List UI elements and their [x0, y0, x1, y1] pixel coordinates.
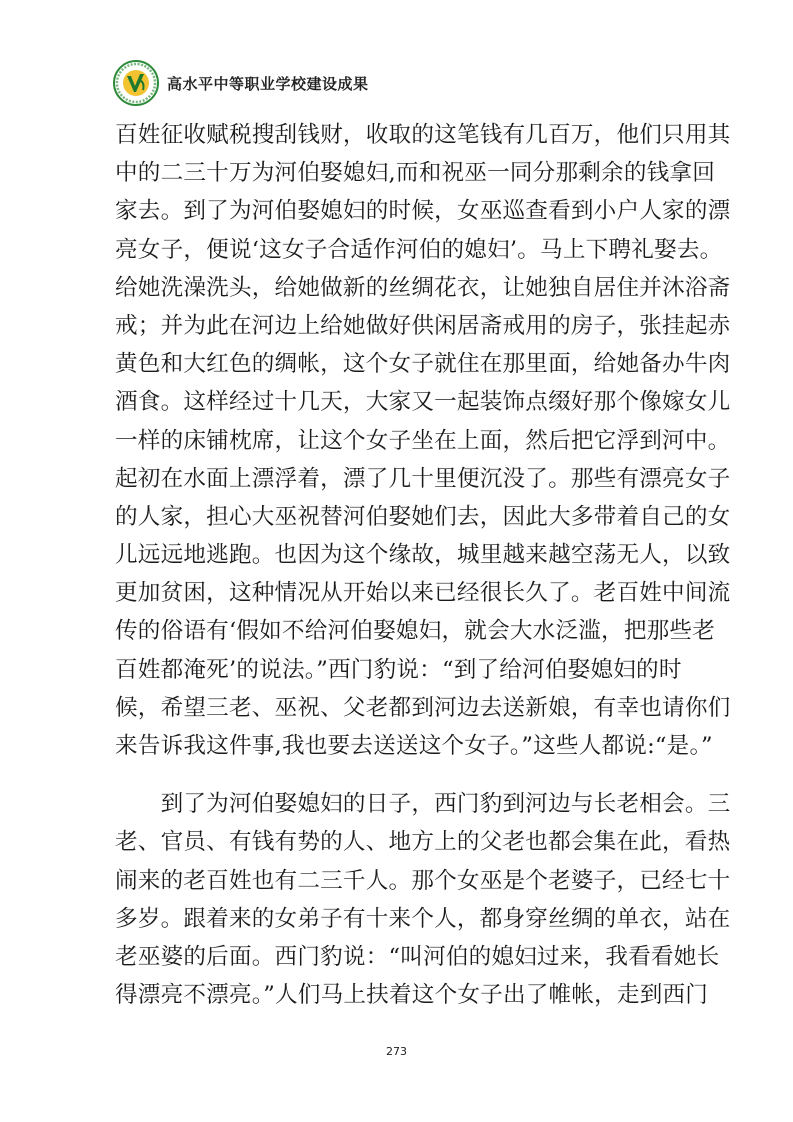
paragraph-2: [115, 785, 731, 1014]
text-line: 老巫婆的后面。西门豹说：“叫河伯的媳妇过来，我看看她长: [115, 943, 720, 970]
text-line: 戒；并为此在河边上给她做好供闲居斋戒用的房子，张挂起赤: [115, 312, 731, 339]
text-line: 来告诉我这件事,我也要去送送这个女子。”这些人都说:“是。”: [115, 733, 713, 759]
text-line: 中的二三十万为河伯娶媳妇,而和祝巫一同分那剩余的钱拿回: [115, 160, 716, 187]
paragraph-1: [115, 116, 731, 765]
page-number: 273: [386, 1045, 407, 1058]
text-line: 传的俗语有‘假如不给河伯娶媳妇，就会大水泛滥，把那些老: [115, 618, 716, 645]
text-line: 得漂亮不漂亮。”人们马上扶着这个女子出了帷帐，走到西门: [115, 982, 709, 1009]
text-line: 的人家，担心大巫祝替河伯娶她们去，因此大多带着自己的女: [115, 503, 731, 530]
text-line: 家去。到了为河伯娶媳妇的时候，女巫巡查看到小户人家的漂: [115, 198, 731, 225]
text-line: 儿远远地逃跑。也因为这个缘故，城里越来越空荡无人，以致: [115, 542, 731, 569]
text-line: 到了为河伯娶媳妇的日子，西门豹到河边与长老相会。三: [115, 791, 731, 818]
text-line: 酒食。这样经过十几天，大家又一起装饰点缀好那个像嫁女儿: [115, 389, 731, 416]
text-line: 起初在水面上漂浮着，漂了几十里便沉没了。那些有漂亮女子: [115, 465, 731, 492]
text-line: 百姓征收赋税搜刮钱财，收取的这笔钱有几百万，他们只用其: [115, 122, 731, 148]
text-line: 一样的床铺枕席，让这个女子坐在上面，然后把它浮到河中。: [115, 427, 731, 454]
text-line: 老、官员、有钱有势的人、地方上的父老也都会集在此，看热: [115, 829, 731, 856]
header-title: 高水平中等职业学校建设成果: [167, 74, 369, 93]
article-body: [115, 116, 731, 1014]
text-line: 百姓都淹死’的说法。”西门豹说：“到了给河伯娶媳妇的时: [115, 656, 682, 683]
text-line: 黄色和大红色的绸帐，这个女子就住在那里面，给她备办牛肉: [115, 351, 731, 378]
text-line: 给她洗澡洗头，给她做新的丝绸花衣，让她独自居住并沐浴斋: [115, 274, 731, 301]
text-line: 多岁。跟着来的女弟子有十来个人，都身穿丝绸的单衣，站在: [115, 905, 731, 932]
school-emblem-icon: [113, 60, 159, 106]
text-line: 候，希望三老、巫祝、父老都到河边去送新娘，有幸也请你们: [115, 694, 731, 721]
text-line: 闹来的老百姓也有二三千人。那个女巫是个老婆子，已经七十: [115, 867, 731, 894]
page-header: [113, 58, 369, 108]
text-line: 亮女子，便说‘这女子合适作河伯的媳妇’。马上下聘礼娶去。: [115, 236, 723, 263]
text-line: 更加贫困，这种情况从开始以来已经很长久了。老百姓中间流: [115, 580, 731, 607]
